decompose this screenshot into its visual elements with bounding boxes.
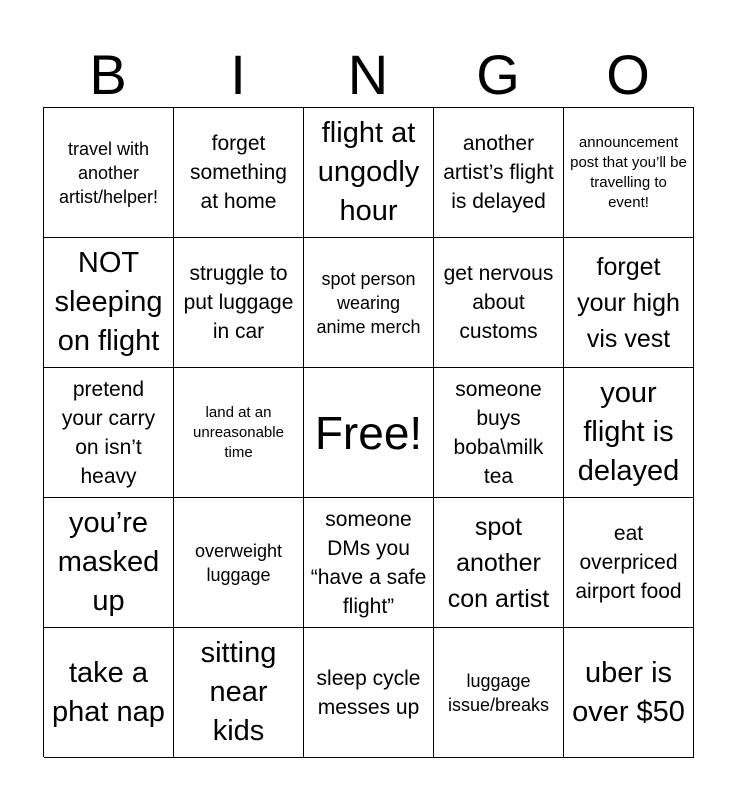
- bingo-cell-r4c1[interactable]: [44, 498, 174, 628]
- bingo-cell-r3c1[interactable]: [44, 368, 174, 498]
- bingo-cell-text: someone DMs you “have a safe flight”: [310, 507, 427, 618]
- bingo-cell-r2c2[interactable]: [174, 238, 304, 368]
- bingo-cell-text: overweight luggage: [194, 540, 283, 585]
- bingo-cell-text: spot another con artist: [447, 512, 550, 613]
- bingo-cell-text: uber is over $50: [572, 656, 685, 728]
- bingo-cell-r1c3[interactable]: [304, 108, 434, 238]
- bingo-header: [43, 42, 693, 108]
- bingo-cell-r4c4[interactable]: [434, 498, 564, 628]
- header-letter-o: O: [606, 43, 650, 106]
- bingo-cell-text: struggle to put luggage in car: [183, 262, 294, 343]
- bingo-cell-r2c5[interactable]: [564, 238, 694, 368]
- bingo-cell-text: someone buys boba\milk tea: [453, 377, 544, 488]
- bingo-cell-text: pretend your carry on isn’t heavy: [61, 377, 156, 488]
- bingo-cell-free[interactable]: [304, 368, 434, 498]
- bingo-cell-r1c1[interactable]: [44, 108, 174, 238]
- bingo-cell-text: luggage issue/breaks: [447, 670, 550, 715]
- bingo-cell-r5c5[interactable]: [564, 628, 694, 758]
- bingo-cell-r5c4[interactable]: [434, 628, 564, 758]
- bingo-cell-text: flight at ungodly hour: [317, 117, 420, 227]
- bingo-cell-text: land at an unreasonable time: [193, 403, 284, 461]
- header-letter-n: N: [347, 43, 389, 106]
- bingo-cell-text: NOT sleeping on flight: [54, 247, 163, 357]
- bingo-cell-r4c2[interactable]: [174, 498, 304, 628]
- bingo-cell-r1c5[interactable]: [564, 108, 694, 238]
- bingo-cell-text: get nervous about customs: [443, 262, 554, 343]
- bingo-cell-r5c1[interactable]: [44, 628, 174, 758]
- bingo-cell-r1c2[interactable]: [174, 108, 304, 238]
- bingo-cell-text: announcement post that you’ll be travelling to event!: [570, 133, 687, 211]
- header-letter-g: G: [476, 43, 520, 106]
- bingo-cell-r5c2[interactable]: [174, 628, 304, 758]
- bingo-cell-r2c3[interactable]: [304, 238, 434, 368]
- bingo-cell-r4c3[interactable]: [304, 498, 434, 628]
- bingo-cell-text: sleep cycle messes up: [316, 666, 421, 719]
- bingo-cell-r3c2[interactable]: [174, 368, 304, 498]
- bingo-cell-r1c4[interactable]: [434, 108, 564, 238]
- bingo-cell-text: eat overpriced airport food: [575, 522, 682, 603]
- bingo-cell-text: your flight is delayed: [577, 377, 680, 487]
- bingo-cell-text: spot person wearing anime merch: [316, 268, 421, 337]
- bingo-cell-text: another artist’s flight is delayed: [443, 132, 554, 213]
- bingo-cell-text: sitting near kids: [200, 637, 277, 747]
- bingo-cell-text: travel with another artist/helper!: [58, 138, 159, 207]
- bingo-cell-text: forget your high vis vest: [577, 252, 680, 353]
- bingo-cell-r3c4[interactable]: [434, 368, 564, 498]
- bingo-cell-r3c5[interactable]: [564, 368, 694, 498]
- bingo-cell-text: forget something at home: [190, 132, 287, 213]
- bingo-cell-r2c1[interactable]: [44, 238, 174, 368]
- bingo-board: [43, 107, 694, 757]
- header-letter-i: I: [230, 43, 246, 106]
- bingo-cell-r5c3[interactable]: [304, 628, 434, 758]
- bingo-cell-text: take a phat nap: [52, 656, 165, 728]
- header-letter-b: B: [89, 43, 127, 106]
- bingo-cell-r4c5[interactable]: [564, 498, 694, 628]
- bingo-cell-r2c4[interactable]: [434, 238, 564, 368]
- free-space-label: Free!: [314, 406, 423, 459]
- bingo-cell-text: you’re masked up: [57, 507, 160, 617]
